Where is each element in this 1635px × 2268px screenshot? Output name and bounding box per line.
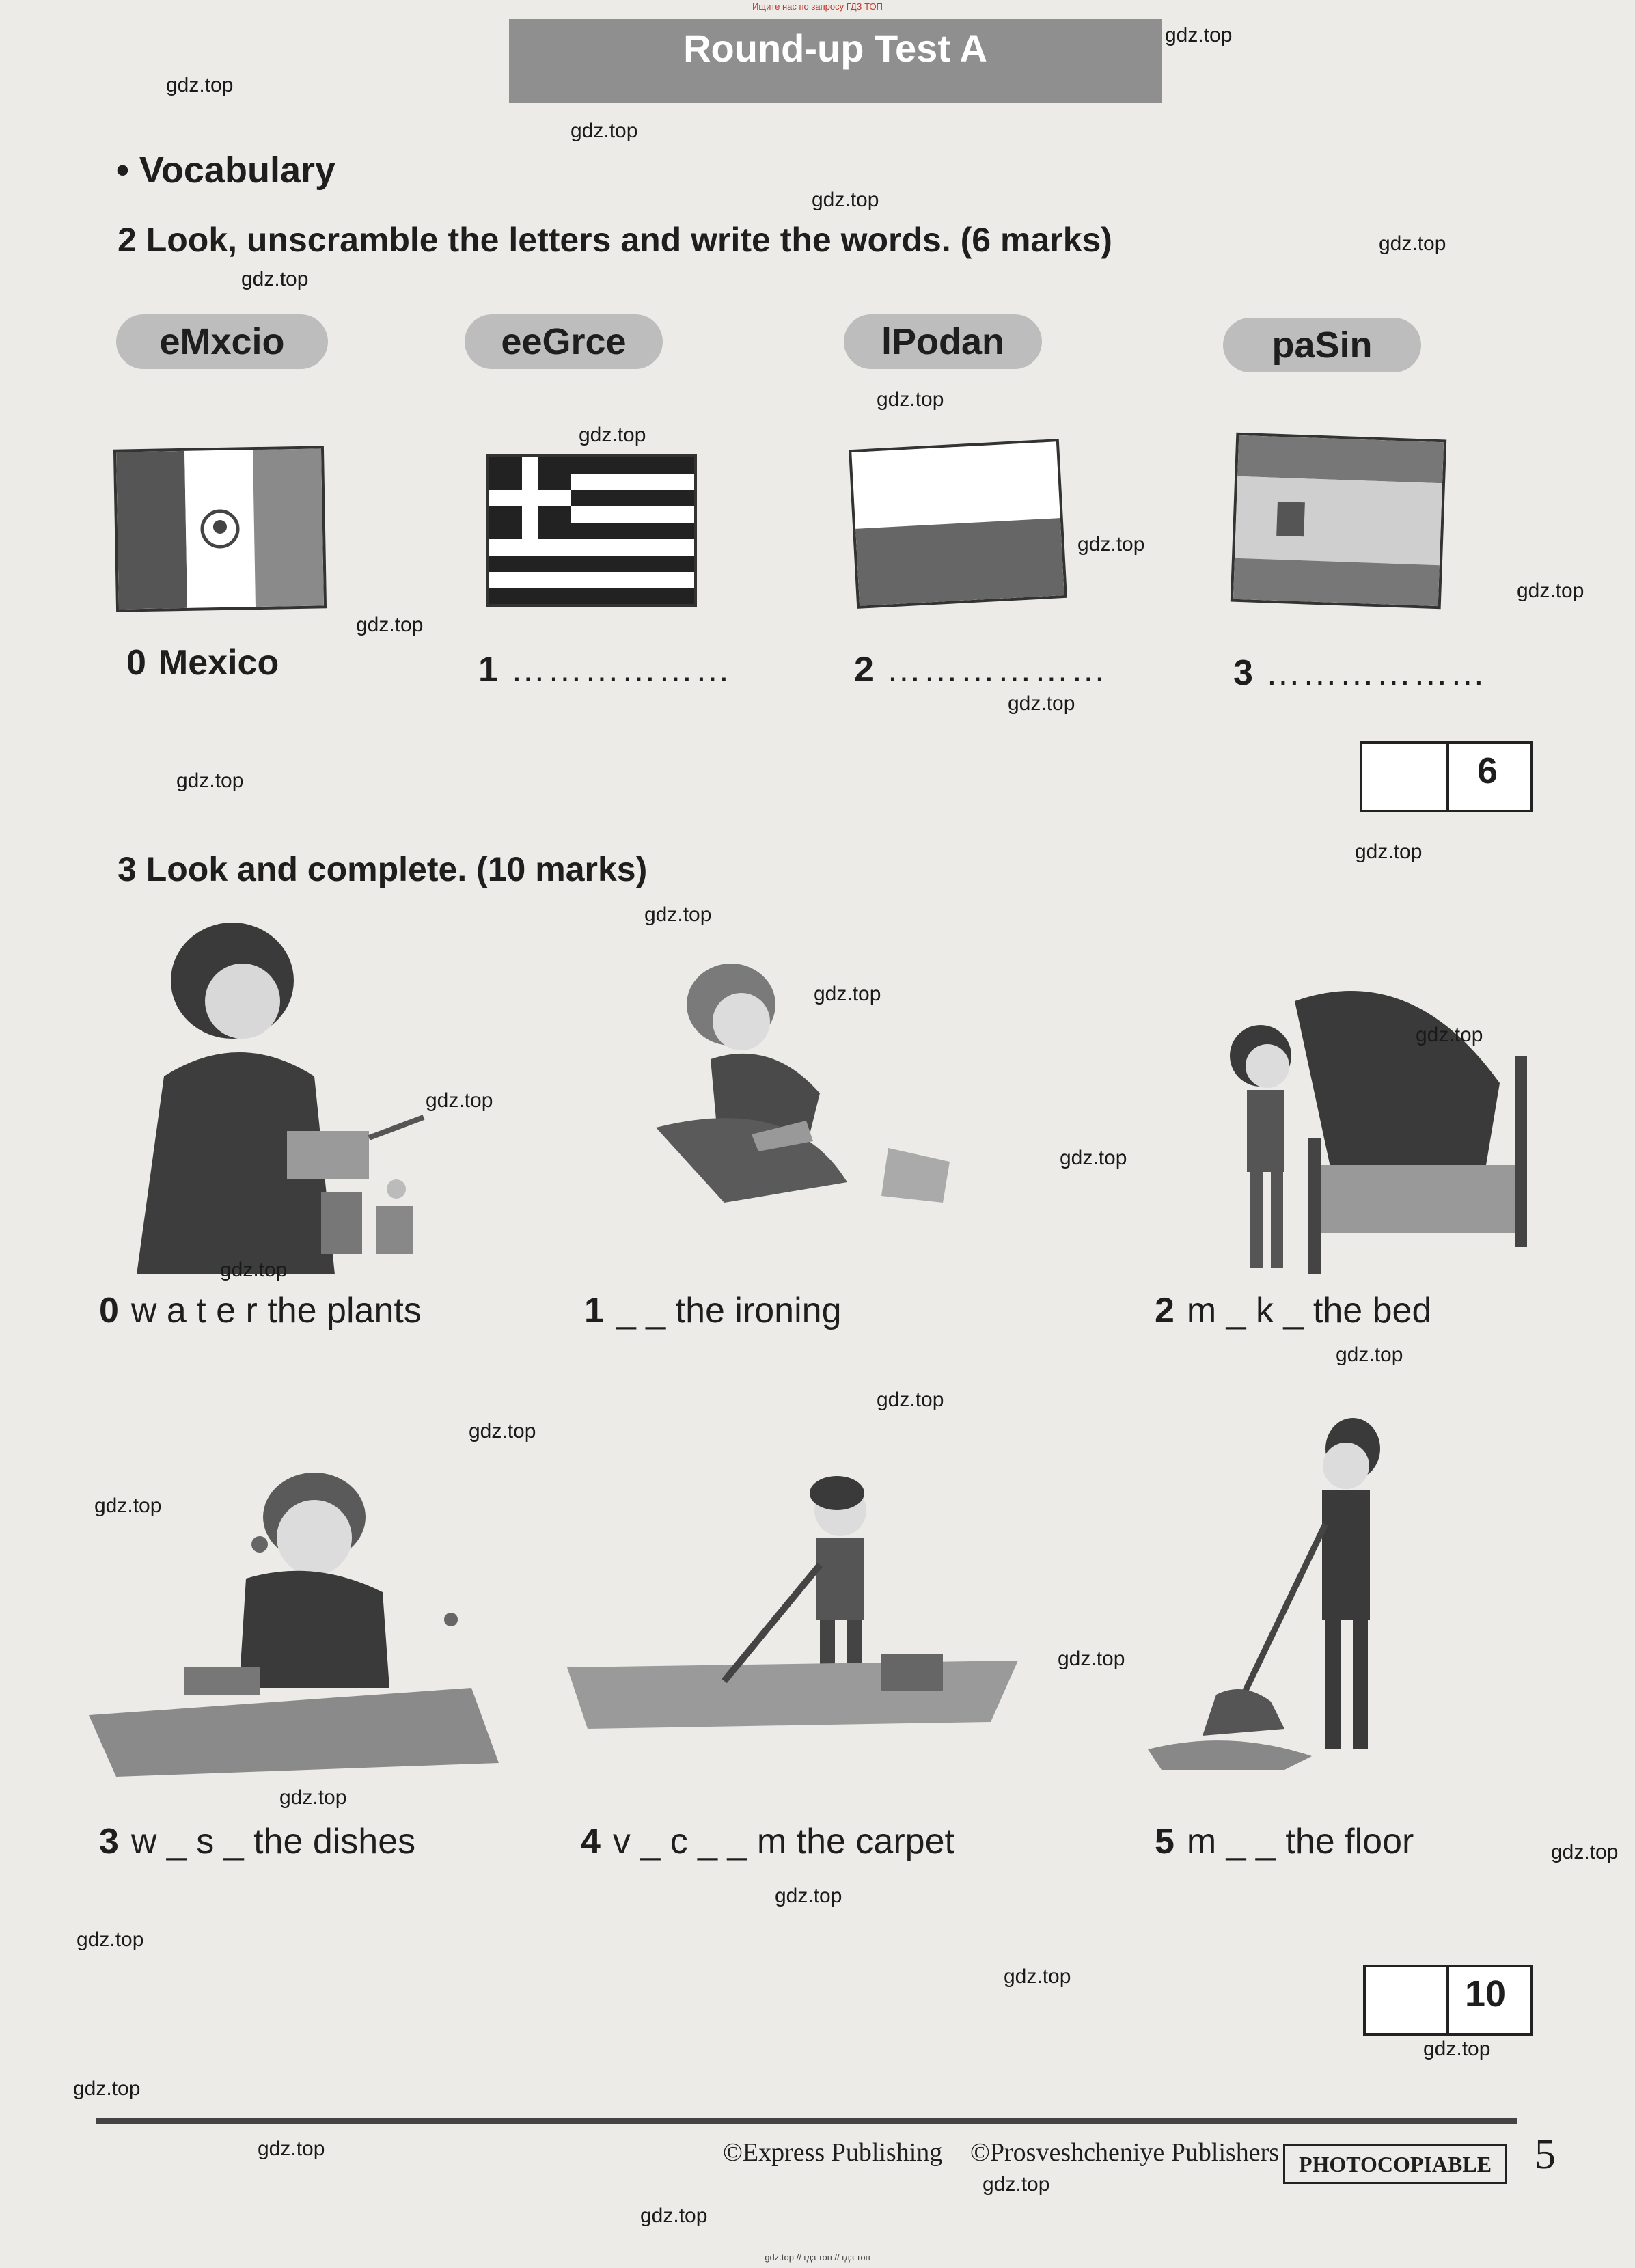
photocopiable-badge: PHOTOCOPIABLE [1283, 2144, 1507, 2184]
score-box-divider [1446, 1967, 1449, 2033]
item-2-num: 2 [1155, 1291, 1174, 1330]
watermark: gdz.top [983, 2173, 1050, 2196]
watermark: gdz.top [644, 903, 712, 926]
caption-0-text: Mexico [158, 643, 279, 683]
watermark: gdz.top [877, 1389, 944, 1411]
watermark: gdz.top [1416, 1024, 1483, 1046]
item-5[interactable] [1155, 1821, 1414, 1862]
watermark: gdz.top [1004, 1965, 1071, 1988]
greece-flag-icon [486, 454, 697, 607]
watermark: gdz.top [1077, 533, 1145, 556]
score-box-ex3[interactable] [1363, 1965, 1533, 2036]
item-4-text[interactable]: v _ c _ _ m the carpet [612, 1822, 954, 1861]
watermark: gdz.top [1058, 1648, 1125, 1670]
spain-flag-icon [1231, 433, 1446, 610]
watermark: gdz.top [258, 2137, 325, 2160]
watermark: gdz.top [1379, 232, 1446, 255]
watermark: gdz.top [1355, 841, 1423, 863]
watermark: gdz.top [241, 268, 309, 290]
item-2-text[interactable]: m _ k _ the bed [1186, 1291, 1432, 1330]
item-0-num: 0 [99, 1291, 119, 1330]
score-box-ex2[interactable] [1360, 741, 1533, 812]
caption-0-num: 0 [126, 643, 146, 683]
watermark: gdz.top [426, 1089, 493, 1112]
watermark: gdz.top [814, 983, 881, 1005]
bottom-note: gdz.top // гдз топ // гдз топ [765, 2252, 870, 2263]
watermark: gdz.top [469, 1420, 536, 1443]
top-note: Ищите нас по запросу ГДЗ ТОП [752, 1, 883, 12]
caption-3[interactable] [1233, 653, 1487, 694]
item-1[interactable] [584, 1290, 842, 1331]
exercise-2-title: 2 Look, unscramble the letters and write the words. (6 marks) [118, 221, 1112, 259]
scrambled-word-1: eeGrce [465, 314, 663, 369]
footer-rule [96, 2118, 1517, 2124]
exercise-3-title: 3 Look and complete. (10 marks) [118, 850, 648, 888]
caption-3-blank[interactable]: ……………… [1265, 653, 1487, 693]
watermark: gdz.top [579, 424, 646, 446]
score-box-divider [1446, 744, 1449, 810]
scrambled-word-3: paSin [1223, 318, 1421, 372]
caption-0 [126, 642, 279, 683]
caption-1-num: 1 [478, 650, 498, 689]
watermark: gdz.top [279, 1786, 347, 1809]
item-1-text[interactable]: _ _ the ironing [616, 1291, 842, 1330]
watermark: gdz.top [356, 614, 424, 636]
item-5-num: 5 [1155, 1822, 1174, 1861]
watermark: gdz.top [877, 388, 944, 411]
mexico-flag-icon [113, 446, 327, 612]
caption-3-num: 3 [1233, 653, 1253, 693]
publisher-express: ©Express Publishing [723, 2138, 943, 2167]
score-max-ex2: 6 [1477, 750, 1498, 791]
score-max-ex3: 10 [1465, 1973, 1507, 2014]
girl-making-bed-icon [1185, 946, 1541, 1295]
item-3-text[interactable]: w _ s _ the dishes [130, 1822, 416, 1861]
watermark: gdz.top [73, 2077, 141, 2100]
item-2[interactable] [1155, 1290, 1431, 1331]
item-3-num: 3 [99, 1822, 119, 1861]
watermark: gdz.top [1165, 24, 1233, 46]
boy-vacuuming-carpet-icon [567, 1476, 1032, 1729]
watermark: gdz.top [166, 74, 234, 96]
item-0 [99, 1290, 422, 1331]
watermark: gdz.top [571, 120, 638, 142]
caption-2-blank[interactable]: ……………… [885, 650, 1108, 689]
item-3[interactable] [99, 1821, 415, 1862]
girl-watering-plants-icon [130, 919, 437, 1281]
watermark: gdz.top [1060, 1147, 1127, 1169]
item-1-num: 1 [584, 1291, 604, 1330]
scrambled-word-0: eMxcio [116, 314, 328, 369]
girl-ironing-icon [629, 957, 970, 1244]
caption-1-blank[interactable]: ……………… [510, 650, 732, 689]
item-0-text: w a t e r the plants [130, 1291, 422, 1330]
title-banner [509, 19, 1162, 103]
page-title: Round-up Test A [683, 27, 987, 70]
page-number: 5 [1535, 2131, 1556, 2178]
bleed-through-shadow [786, 164, 795, 204]
watermark: gdz.top [812, 189, 879, 211]
watermark: gdz.top [775, 1885, 842, 1907]
item-4-num: 4 [581, 1822, 601, 1861]
watermark: gdz.top [220, 1259, 288, 1281]
publisher-prosveshcheniye: ©Prosveshcheniye Publishers [970, 2138, 1280, 2167]
watermark: gdz.top [94, 1494, 162, 1517]
watermark: gdz.top [1551, 1841, 1619, 1863]
caption-1[interactable] [478, 649, 732, 690]
caption-2[interactable] [854, 649, 1108, 690]
section-vocabulary: • Vocabulary [116, 150, 336, 191]
poland-flag-icon [849, 439, 1067, 609]
watermark: gdz.top [640, 2204, 708, 2227]
watermark: gdz.top [1423, 2038, 1491, 2060]
item-5-text[interactable]: m _ _ the floor [1186, 1822, 1414, 1861]
scrambled-word-2: lPodan [844, 314, 1042, 369]
watermark: gdz.top [176, 769, 244, 792]
watermark: gdz.top [1336, 1343, 1403, 1366]
caption-2-num: 2 [854, 650, 874, 689]
watermark: gdz.top [1517, 579, 1584, 602]
watermark: gdz.top [77, 1928, 144, 1951]
watermark: gdz.top [1008, 692, 1075, 715]
girl-mopping-floor-icon [1148, 1408, 1530, 1790]
item-4[interactable] [581, 1821, 954, 1862]
